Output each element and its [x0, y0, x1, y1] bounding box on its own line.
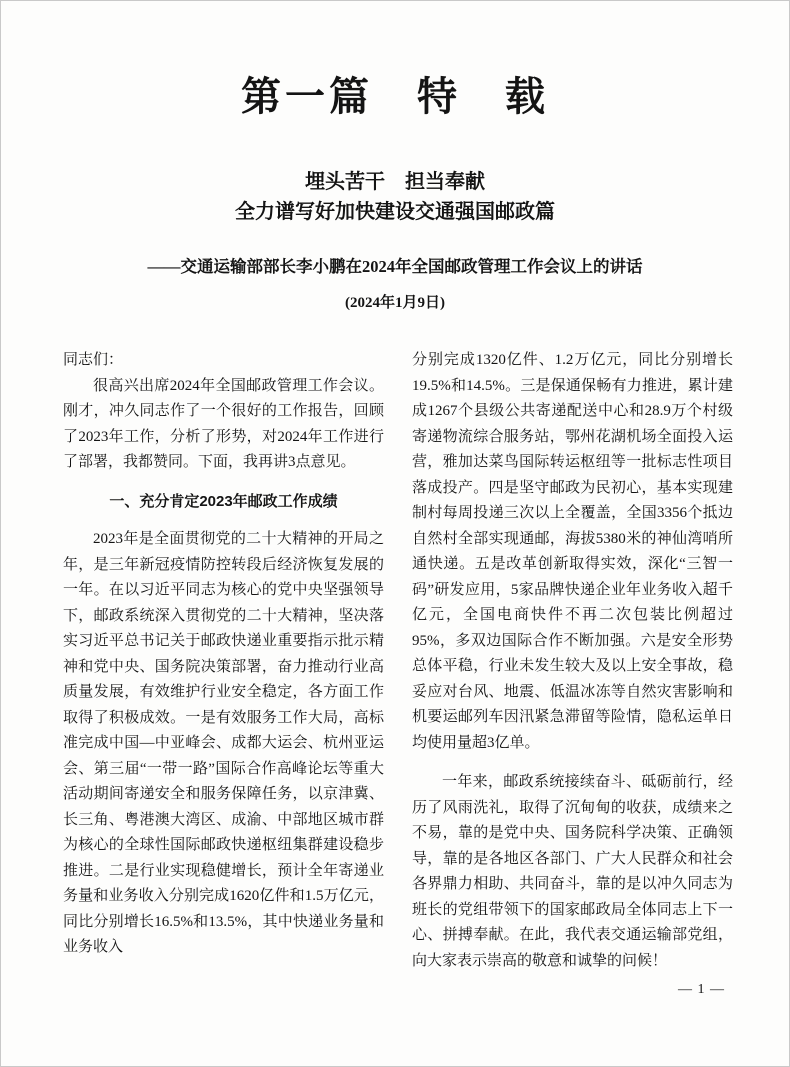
- document-title-line1: 埋头苦干 担当奉献: [305, 171, 485, 193]
- document-title-line2: 全力谱写好加快建设交通强国邮政篇: [235, 201, 555, 223]
- paragraph-continuation: 分别完成1320亿件、1.2万亿元，同比分别增长19.5%和14.5%。三是保通保畅有力推进，累计建成1267个县级公共寄递配送中心和28.9万个村级寄递物流综合服务站，鄂州花湖机场全面投入运营，雅加达菜鸟国际转运枢纽等一批标志性项目落成投产。四是坚守邮政为民初心，基本实现建制村每周投递三次以上全覆盖，全国3356个抵边自然村全部实现通邮，海拔5380米的神仙湾哨所通快递。五是改革创新取得实效，深化“三智一码”研发应用，5家品牌快递企业年业务收入超千亿元，全国电商快件不再二次包装比例超过95%，多双边国际合作不断加强。六是安全形势总体平稳，行业未发生较大及以上安全事故，稳妥应对台风、地震、低温冰冻等自然灾害影响和机要运邮列车因汛紧急滞留等险情，隐私运单日均使用量超3亿单。: [412, 352, 733, 751]
- speech-byline: ——交通运输部部长李小鹏在2024年全国邮政管理工作会议上的讲话: [147, 257, 643, 276]
- page-number: — 1 —: [678, 982, 725, 997]
- document-title: [1, 167, 789, 227]
- paragraph: 很高兴出席2024年全国邮政管理工作会议。刚才，冲久同志作了一个很好的工作报告，回顾了2023年工作，分析了形势，对2024年工作进行了部署，我都赞同。下面，我再讲3点意见。: [63, 377, 384, 470]
- salutation: 同志们：: [63, 352, 124, 368]
- right-column: [412, 348, 733, 974]
- left-column: [63, 348, 384, 974]
- part-title: 第一篇 特 载: [241, 74, 549, 119]
- paragraph: 一年来，邮政系统接续奋斗、砥砺前行，经历了风雨洗礼，取得了沉甸甸的收获，成绩来之不易，靠的是党中央、国务院科学决策、正确领导，靠的是各地区各部门、广大人民群众和社会各界鼎力相助、共同奋斗，靠的是以冲久同志为班长的党组带领下的国家邮政局全体同志上下一心、拼搏奉献。在此，我代表交通运输部党组，向大家表示崇高的敬意和诚挚的问候！: [412, 774, 733, 969]
- section-heading: 一、充分肯定2023年邮政工作成绩: [109, 492, 338, 510]
- body-columns: [1, 348, 789, 974]
- paragraph: 2023年是全面贯彻党的二十大精神的开局之年，是三年新冠疫情防控转段后经济恢复发展的一年。在以习近平同志为核心的党中央坚强领导下，邮政系统深入贯彻党的二十大精神，坚决落实习近平总书记关于邮政快递业重要指示批示精神和党中央、国务院决策部署，奋力推动行业高质量发展，有效维护行业安全稳定，各方面工作取得了积极成效。一是有效服务工作大局，高标准完成中国—中亚峰会、成都大运会、杭州亚运会、第三届“一带一路”国际合作高峰论坛等重大活动期间寄递安全和服务保障任务，以京津冀、长三角、粤港澳大湾区、成渝、中部地区城市群为核心的全球性国际邮政快递枢纽集群建设稳步推进。二是行业实现稳健增长，预计全年寄递业务量和业务收入分别完成1620亿件和1.5万亿元，同比分别增长16.5%和13.5%，其中快递业务量和业务收入: [63, 531, 384, 955]
- speech-date: (2024年1月9日): [345, 295, 445, 311]
